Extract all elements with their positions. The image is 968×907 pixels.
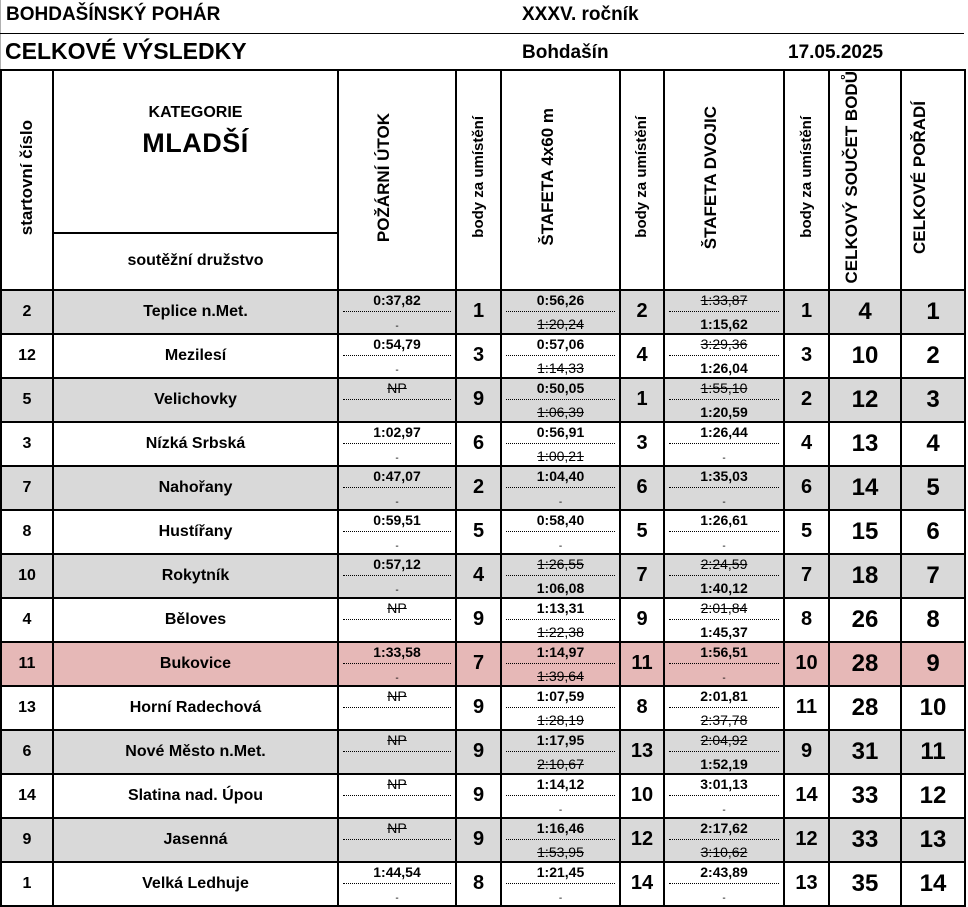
fire-attack-times: [338, 642, 456, 686]
edition-label: XXXV. ročník: [522, 4, 639, 25]
time-attempt-1: 2:04,92: [669, 731, 779, 753]
header-row: [1, 70, 965, 233]
pairs-relay-times: [664, 642, 784, 686]
total-points: 28: [829, 686, 901, 730]
time-attempt-2: 1:14,33: [537, 359, 584, 376]
start-number-header: startovní číslo: [17, 119, 37, 235]
time-attempt-2: -: [722, 892, 726, 904]
relay-points: 5: [620, 510, 664, 554]
time-attempt-2: 1:28,19: [537, 711, 584, 728]
team-name: Hustířany: [53, 510, 338, 554]
col-points-3: [784, 70, 829, 290]
time-attempt-2: 2:10,67: [537, 755, 584, 772]
time-attempt-1: 3:29,36: [669, 335, 779, 357]
time-attempt-2: 1:20,59: [700, 403, 748, 420]
overall-rank: 11: [901, 730, 965, 774]
time-attempt-2: -: [558, 540, 563, 552]
time-attempt-2: -: [558, 496, 563, 508]
time-attempt-2: -: [395, 452, 399, 464]
time-attempt-1: 0:58,40: [506, 511, 615, 533]
attack-points: 7: [456, 642, 501, 686]
time-attempt-2: 1:52,19: [700, 755, 748, 772]
start-number: 11: [1, 642, 53, 686]
team-header: soutěžní družstvo: [53, 233, 338, 289]
time-attempt-2: -: [722, 496, 726, 508]
fire-attack-times: [338, 686, 456, 730]
time-attempt-1: 1:13,31: [506, 599, 615, 621]
time-attempt-2: -: [395, 892, 399, 904]
fire-attack-times: [338, 554, 456, 598]
time-attempt-1: 1:35,03: [669, 467, 779, 489]
points-header-3: body za umístění: [797, 116, 815, 239]
total-points: 28: [829, 642, 901, 686]
results-table: [0, 69, 966, 907]
relay-times: [501, 554, 620, 598]
category-name: MLADŠÍ: [142, 128, 249, 159]
fire-attack-times: [338, 334, 456, 378]
title-divider: [0, 33, 964, 34]
relay-points: 2: [620, 290, 664, 334]
fire-attack-times: [338, 730, 456, 774]
time-attempt-2: -: [395, 540, 399, 552]
time-attempt-2: -: [395, 320, 399, 332]
relay-header: ŠTAFETA 4x60 m: [537, 108, 557, 247]
time-attempt-2: -: [722, 540, 726, 552]
total-points: 33: [829, 774, 901, 818]
table-row: [1, 290, 965, 334]
overall-rank: 7: [901, 554, 965, 598]
pairs-points: 11: [784, 686, 829, 730]
pairs-relay-times: [664, 686, 784, 730]
start-number: 12: [1, 334, 53, 378]
attack-points: 8: [456, 862, 501, 906]
pairs-points: 5: [784, 510, 829, 554]
time-attempt-1: 0:56,91: [506, 423, 615, 445]
overall-rank: 12: [901, 774, 965, 818]
pairs-relay-times: [664, 334, 784, 378]
relay-times: [501, 466, 620, 510]
relay-points: 8: [620, 686, 664, 730]
time-attempt-2: -: [395, 496, 399, 508]
table-row: [1, 378, 965, 422]
relay-points: 7: [620, 554, 664, 598]
start-number: 6: [1, 730, 53, 774]
start-number: 4: [1, 598, 53, 642]
team-name: Velká Ledhuje: [53, 862, 338, 906]
total-points: 14: [829, 466, 901, 510]
relay-points: 9: [620, 598, 664, 642]
results-body: [1, 290, 965, 906]
pairs-points: 9: [784, 730, 829, 774]
table-row: [1, 730, 965, 774]
results-title: CELKOVÉ VÝSLEDKY: [5, 38, 247, 64]
total-points: 10: [829, 334, 901, 378]
team-name: Nízká Srbská: [53, 422, 338, 466]
relay-times: [501, 686, 620, 730]
pairs-relay-times: [664, 554, 784, 598]
pairs-relay-header: ŠTAFETA DVOJIC: [701, 105, 720, 249]
col-start-number: [1, 70, 53, 290]
overall-rank: 13: [901, 818, 965, 862]
relay-times: [501, 730, 620, 774]
time-attempt-1: 2:17,62: [669, 819, 779, 841]
start-number: 1: [1, 862, 53, 906]
pairs-relay-times: [664, 510, 784, 554]
table-row: [1, 598, 965, 642]
time-attempt-1: NP: [343, 731, 451, 753]
fire-attack-times: [338, 598, 456, 642]
time-attempt-2: 1:39,64: [537, 667, 584, 684]
relay-points: 13: [620, 730, 664, 774]
team-name: Bukovice: [53, 642, 338, 686]
time-attempt-2: [343, 708, 451, 729]
attack-points: 1: [456, 290, 501, 334]
fire-attack-times: [338, 466, 456, 510]
attack-points: 5: [456, 510, 501, 554]
team-name: Mezilesí: [53, 334, 338, 378]
pairs-points: 1: [784, 290, 829, 334]
category-label: KATEGORIE: [148, 104, 243, 122]
relay-points: 14: [620, 862, 664, 906]
time-attempt-1: 2:43,89: [669, 863, 779, 885]
overall-rank: 14: [901, 862, 965, 906]
time-attempt-1: 2:24,59: [669, 555, 779, 577]
relay-times: [501, 422, 620, 466]
team-name: Běloves: [53, 598, 338, 642]
time-attempt-1: 1:07,59: [506, 687, 615, 709]
time-attempt-2: -: [395, 672, 399, 684]
time-attempt-2: 1:20,24: [537, 315, 584, 332]
total-header: CELKOVÝ SOUČET BODŮ: [842, 71, 861, 284]
overall-rank: 9: [901, 642, 965, 686]
time-attempt-1: 1:04,40: [506, 467, 615, 489]
col-points-1: [456, 70, 501, 290]
time-attempt-2: [343, 840, 451, 861]
pairs-points: 2: [784, 378, 829, 422]
pairs-relay-times: [664, 774, 784, 818]
time-attempt-1: 1:33,58: [343, 643, 451, 665]
pairs-relay-times: [664, 862, 784, 906]
time-attempt-1: 1:14,97: [506, 643, 615, 665]
relay-times: [501, 642, 620, 686]
time-attempt-1: NP: [343, 819, 451, 841]
time-attempt-2: 1:22,38: [537, 623, 584, 640]
pairs-points: 6: [784, 466, 829, 510]
time-attempt-2: [343, 620, 451, 641]
team-name: Horní Radechová: [53, 686, 338, 730]
time-attempt-1: 1:55,10: [669, 379, 779, 401]
start-number: 7: [1, 466, 53, 510]
start-number: 10: [1, 554, 53, 598]
team-name: Jasenná: [53, 818, 338, 862]
time-attempt-1: 2:01,81: [669, 687, 779, 709]
time-attempt-2: 1:26,04: [700, 359, 748, 376]
time-attempt-2: [343, 400, 451, 421]
relay-points: 3: [620, 422, 664, 466]
attack-points: 9: [456, 774, 501, 818]
start-number: 13: [1, 686, 53, 730]
total-points: 18: [829, 554, 901, 598]
time-attempt-2: 1:00,21: [537, 447, 584, 464]
table-row: [1, 466, 965, 510]
pairs-points: 14: [784, 774, 829, 818]
relay-times: [501, 862, 620, 906]
total-points: 13: [829, 422, 901, 466]
points-header-1: body za umístění: [469, 116, 487, 239]
time-attempt-1: 0:54,79: [343, 335, 451, 357]
time-attempt-1: 0:56,26: [506, 291, 615, 313]
overall-rank: 6: [901, 510, 965, 554]
col-pairs-relay: [664, 70, 784, 290]
start-number: 3: [1, 422, 53, 466]
pairs-points: 8: [784, 598, 829, 642]
col-total: [829, 70, 901, 290]
attack-points: 9: [456, 686, 501, 730]
time-attempt-1: NP: [343, 599, 451, 621]
time-attempt-1: 1:26,44: [669, 423, 779, 445]
total-points: 35: [829, 862, 901, 906]
venue-label: Bohdašín: [522, 42, 609, 63]
team-name: Slatina nad. Úpou: [53, 774, 338, 818]
start-number: 9: [1, 818, 53, 862]
pairs-relay-times: [664, 290, 784, 334]
table-row: [1, 554, 965, 598]
relay-times: [501, 598, 620, 642]
col-rank: [901, 70, 965, 290]
time-attempt-2: -: [722, 672, 726, 684]
table-row: [1, 510, 965, 554]
overall-rank: 8: [901, 598, 965, 642]
table-row: [1, 774, 965, 818]
total-points: 31: [829, 730, 901, 774]
table-row: [1, 686, 965, 730]
time-attempt-2: 3:10,62: [700, 843, 748, 860]
start-number: 5: [1, 378, 53, 422]
relay-times: [501, 378, 620, 422]
relay-points: 6: [620, 466, 664, 510]
overall-rank: 2: [901, 334, 965, 378]
pairs-points: 7: [784, 554, 829, 598]
overall-rank: 10: [901, 686, 965, 730]
fire-attack-times: [338, 510, 456, 554]
points-header-2: body za umístění: [633, 116, 651, 239]
time-attempt-1: 1:44,54: [343, 863, 451, 885]
time-attempt-1: 1:26,55: [506, 555, 615, 577]
time-attempt-1: 2:01,84: [669, 599, 779, 621]
table-row: [1, 334, 965, 378]
pairs-points: 12: [784, 818, 829, 862]
time-attempt-1: 1:56,51: [669, 643, 779, 665]
total-points: 4: [829, 290, 901, 334]
time-attempt-1: 0:47,07: [343, 467, 451, 489]
total-points: 15: [829, 510, 901, 554]
team-name: Nahořany: [53, 466, 338, 510]
pairs-relay-times: [664, 378, 784, 422]
table-row: [1, 862, 965, 906]
time-attempt-2: 1:06,08: [536, 579, 585, 596]
time-attempt-1: 0:57,06: [506, 335, 615, 357]
attack-points: 4: [456, 554, 501, 598]
total-points: 33: [829, 818, 901, 862]
time-attempt-2: [343, 752, 451, 773]
pairs-relay-times: [664, 466, 784, 510]
col-points-2: [620, 70, 664, 290]
attack-points: 9: [456, 730, 501, 774]
competition-title: BOHDAŠÍNSKÝ POHÁR: [6, 4, 221, 25]
attack-points: 9: [456, 378, 501, 422]
relay-times: [501, 510, 620, 554]
fire-attack-times: [338, 290, 456, 334]
time-attempt-1: NP: [343, 687, 451, 709]
pairs-points: 4: [784, 422, 829, 466]
relay-times: [501, 290, 620, 334]
attack-points: 2: [456, 466, 501, 510]
pairs-points: 10: [784, 642, 829, 686]
time-attempt-1: 0:50,05: [506, 379, 615, 401]
start-number: 14: [1, 774, 53, 818]
overall-rank: 1: [901, 290, 965, 334]
start-number: 8: [1, 510, 53, 554]
time-attempt-1: 3:01,13: [669, 775, 779, 797]
team-name: Nové Město n.Met.: [53, 730, 338, 774]
date-label: 17.05.2025: [788, 42, 884, 63]
relay-points: 1: [620, 378, 664, 422]
time-attempt-2: -: [722, 804, 726, 816]
time-attempt-2: 1:40,12: [700, 579, 748, 596]
table-row: [1, 422, 965, 466]
time-attempt-2: -: [395, 364, 399, 376]
team-name: Rokytník: [53, 554, 338, 598]
rank-header: CELKOVÉ POŘADÍ: [910, 100, 929, 254]
time-attempt-1: 1:17,95: [506, 731, 615, 753]
time-attempt-2: 2:37,78: [700, 711, 748, 728]
pairs-relay-times: [664, 422, 784, 466]
col-relay: [501, 70, 620, 290]
fire-attack-times: [338, 774, 456, 818]
time-attempt-1: 1:14,12: [506, 775, 615, 797]
pairs-relay-times: [664, 598, 784, 642]
relay-points: 12: [620, 818, 664, 862]
table-row: [1, 642, 965, 686]
time-attempt-1: 0:37,82: [343, 291, 451, 313]
time-attempt-2: 1:15,62: [700, 315, 748, 332]
col-fire-attack: [338, 70, 456, 290]
time-attempt-1: 1:16,46: [506, 819, 615, 841]
attack-points: 9: [456, 598, 501, 642]
overall-rank: 5: [901, 466, 965, 510]
relay-points: 10: [620, 774, 664, 818]
overall-rank: 4: [901, 422, 965, 466]
time-attempt-1: 1:02,97: [343, 423, 451, 445]
team-name: Teplice n.Met.: [53, 290, 338, 334]
time-attempt-1: 0:57,12: [343, 555, 451, 577]
relay-times: [501, 334, 620, 378]
time-attempt-1: NP: [343, 379, 451, 401]
attack-points: 6: [456, 422, 501, 466]
fire-attack-times: [338, 862, 456, 906]
overall-rank: 3: [901, 378, 965, 422]
attack-points: 9: [456, 818, 501, 862]
time-attempt-1: 1:26,61: [669, 511, 779, 533]
pairs-relay-times: [664, 730, 784, 774]
team-name: Velichovky: [53, 378, 338, 422]
relay-times: [501, 774, 620, 818]
time-attempt-2: 1:45,37: [700, 623, 748, 640]
fire-attack-header: POŽÁRNÍ ÚTOK: [374, 112, 393, 242]
relay-points: 4: [620, 334, 664, 378]
time-attempt-1: 0:59,51: [343, 511, 451, 533]
total-points: 26: [829, 598, 901, 642]
start-number: 2: [1, 290, 53, 334]
fire-attack-times: [338, 378, 456, 422]
relay-points: 11: [620, 642, 664, 686]
time-attempt-1: 1:33,87: [669, 291, 779, 313]
time-attempt-1: 1:21,45: [506, 863, 615, 885]
time-attempt-2: 1:06,39: [537, 403, 584, 420]
pairs-points: 13: [784, 862, 829, 906]
time-attempt-2: -: [395, 584, 399, 596]
col-category: [53, 70, 338, 233]
pairs-points: 3: [784, 334, 829, 378]
fire-attack-times: [338, 422, 456, 466]
time-attempt-2: 1:53,95: [537, 843, 584, 860]
attack-points: 3: [456, 334, 501, 378]
time-attempt-2: -: [558, 892, 563, 904]
time-attempt-2: [343, 796, 451, 817]
time-attempt-2: -: [558, 804, 563, 816]
total-points: 12: [829, 378, 901, 422]
time-attempt-1: NP: [343, 775, 451, 797]
time-attempt-2: -: [722, 452, 726, 464]
